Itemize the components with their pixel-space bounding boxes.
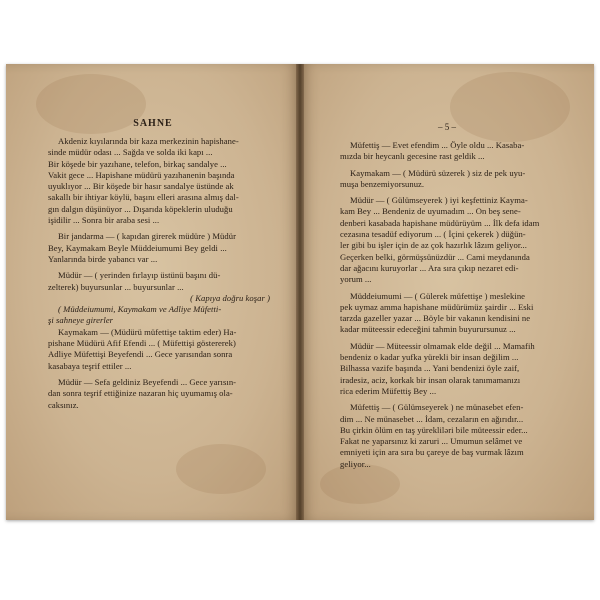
text-line: sakallı bir ihtiyar köylü, başını elleri arasına almış dal- <box>48 192 239 203</box>
right-page <box>300 64 594 520</box>
text-line: Müdür — ( Gülümseyerek ) iyi keşfettiniz Kayma- <box>350 195 528 206</box>
text-line: yorum ... <box>340 274 372 285</box>
text-line: Geçerken belki, görmüşsünüzdür ... Cami meydanında <box>340 251 530 262</box>
text-line: mızda bir heycanlı gecesine rast geldik ... <box>340 151 485 162</box>
book-gutter <box>296 64 304 520</box>
text-line: rica ederim Müfettiş Bey ... <box>340 385 437 396</box>
paper-stain <box>176 444 266 494</box>
text-line: Müfettiş — Evet efendim ... Öyle oldu ... Kasaba- <box>350 140 525 150</box>
text-line: Müfettiş — ( Gülümseyerek ) ne münasebet efen- <box>350 402 524 413</box>
text-line: denberi kasabada hapishane müdürüyüm ... İlk defa idam <box>340 217 540 228</box>
text-line: Müdür — Müteessir olmamak elde değil ... Mamafih <box>350 340 535 351</box>
text-line: kadar müteessir edeceğini tahmin buyurursunuz ... <box>340 324 516 335</box>
text-line: Kaymakam — ( Müdürü süzerek ) siz de pek uyu- <box>350 167 526 178</box>
text-line: cezasına tesadüf ediyorum ... ( İçini çekerek ) düğün- <box>340 229 526 240</box>
text-line: Bir jandarma — ( kapıdan girerek müdüre ) Müdür <box>58 231 236 242</box>
text-line: pek uymaz amma hapishane müdürümüz şairdir ... Eski <box>340 301 534 312</box>
text-line: Adliye Müfettişi Beyefendi ... Gece yarısından sonra <box>48 349 233 360</box>
text-line: ler gibi bu işler için de az çok hazırlık lâzım geliyor... <box>340 240 527 251</box>
text-line: şi sahneye girerler <box>48 315 114 326</box>
text-line: kam Bey ... Bendeniz de uyumadım ... On beş sene- <box>340 206 521 217</box>
left-page-text <box>48 136 270 411</box>
text-line: Müdür — ( yerinden fırlayıp üstünü başını dü- <box>58 270 221 281</box>
text-line: Fakat ne yaparsınız ki zaruri ... Umumun selâmet ve <box>340 436 523 447</box>
text-line: Akdeniz kıyılarında bir kaza merkezinin hapishane- <box>58 136 239 146</box>
text-line: Bey, Kaymakam Beyle Müddeiumumi Bey geldi ... <box>48 242 227 253</box>
scene-heading: SAHNE <box>133 118 173 129</box>
text-line: Vakit gece ... Hapishane müdürü yazıhanenin başında <box>48 169 235 180</box>
text-line: dan sonra teşrif ettiğinize nazaran hiç uyumamış ola- <box>48 388 233 399</box>
text-line: bendeniz o kadar yufka yürekli bir insan değilim ... <box>340 352 519 363</box>
text-line: ( Kapıya doğru koşar ) <box>190 292 270 303</box>
text-line: tarzda gazeller yazar ... Böyle bir vakanın kendisini ne <box>340 313 531 324</box>
text-line: Bilhassa vazife başında ... Yani bendenizi öyle zaif, <box>340 363 520 374</box>
left-page <box>6 64 300 520</box>
text-line: emniyeti için ara sıra bu çareye de baş vurmak lâzım <box>340 447 524 458</box>
open-book <box>6 64 594 520</box>
text-line: dim ... Ne münasebet ... İdam, cezaların en ağırıdır... <box>340 413 524 424</box>
text-line: Yanlarında birde yabancı var ... <box>48 253 158 264</box>
text-line: kasabaya teşrif ettiler ... <box>48 360 132 371</box>
page-number: – 5 – <box>438 122 456 132</box>
text-line: Kaymakam — (Müdürü müfettişe taktim eder) Ha- <box>58 326 237 337</box>
text-line: pishane Müdürü Afif Efendi ... ( Müfettişi göstererek) <box>48 338 236 349</box>
right-page-text <box>340 140 562 470</box>
text-line: Müddeiumumi — ( Gülerek müfettişe ) meslekine <box>350 290 526 301</box>
text-line: Bu çirkin ölüm en taş yürekliləri bile müteessir eder... <box>340 424 528 435</box>
text-line: geliyor... <box>340 458 371 469</box>
text-line: uyuklıyor ... Bir köşede bir hasır sandalye üstünde ak <box>48 181 234 192</box>
text-line: caksınız. <box>48 399 79 410</box>
text-line: işidilir ... Sonra bir araba sesi ... <box>48 215 160 226</box>
text-line: zelterek) buyursunlar ... buyursunlar ... <box>48 281 184 292</box>
text-line: ( Müddeiumumi, Kaymakam ve Adliye Müfetti- <box>58 304 222 315</box>
text-line: sinde müdür odası ... Sağda ve solda iki kapı ... <box>48 147 213 158</box>
text-line: muşa benzemiyorsunuz. <box>340 178 425 189</box>
text-line: dar ağacını kuruyorlar ... Ara sıra çıkıp nezaret edi- <box>340 262 519 273</box>
text-line: gın dalgın düşünüyor ... Dışarıda köpeklerin uluduğu <box>48 203 233 214</box>
text-line: iradesiz, aciz, korkak bir insan olarak tanımamanızı <box>340 374 521 385</box>
text-line: Müdür — Sefa geldiniz Beyefendi ... Gece yarısın- <box>58 376 237 387</box>
text-line: Bir köşede bir yazıhane, telefon, birkaç sandalye ... <box>48 158 227 169</box>
